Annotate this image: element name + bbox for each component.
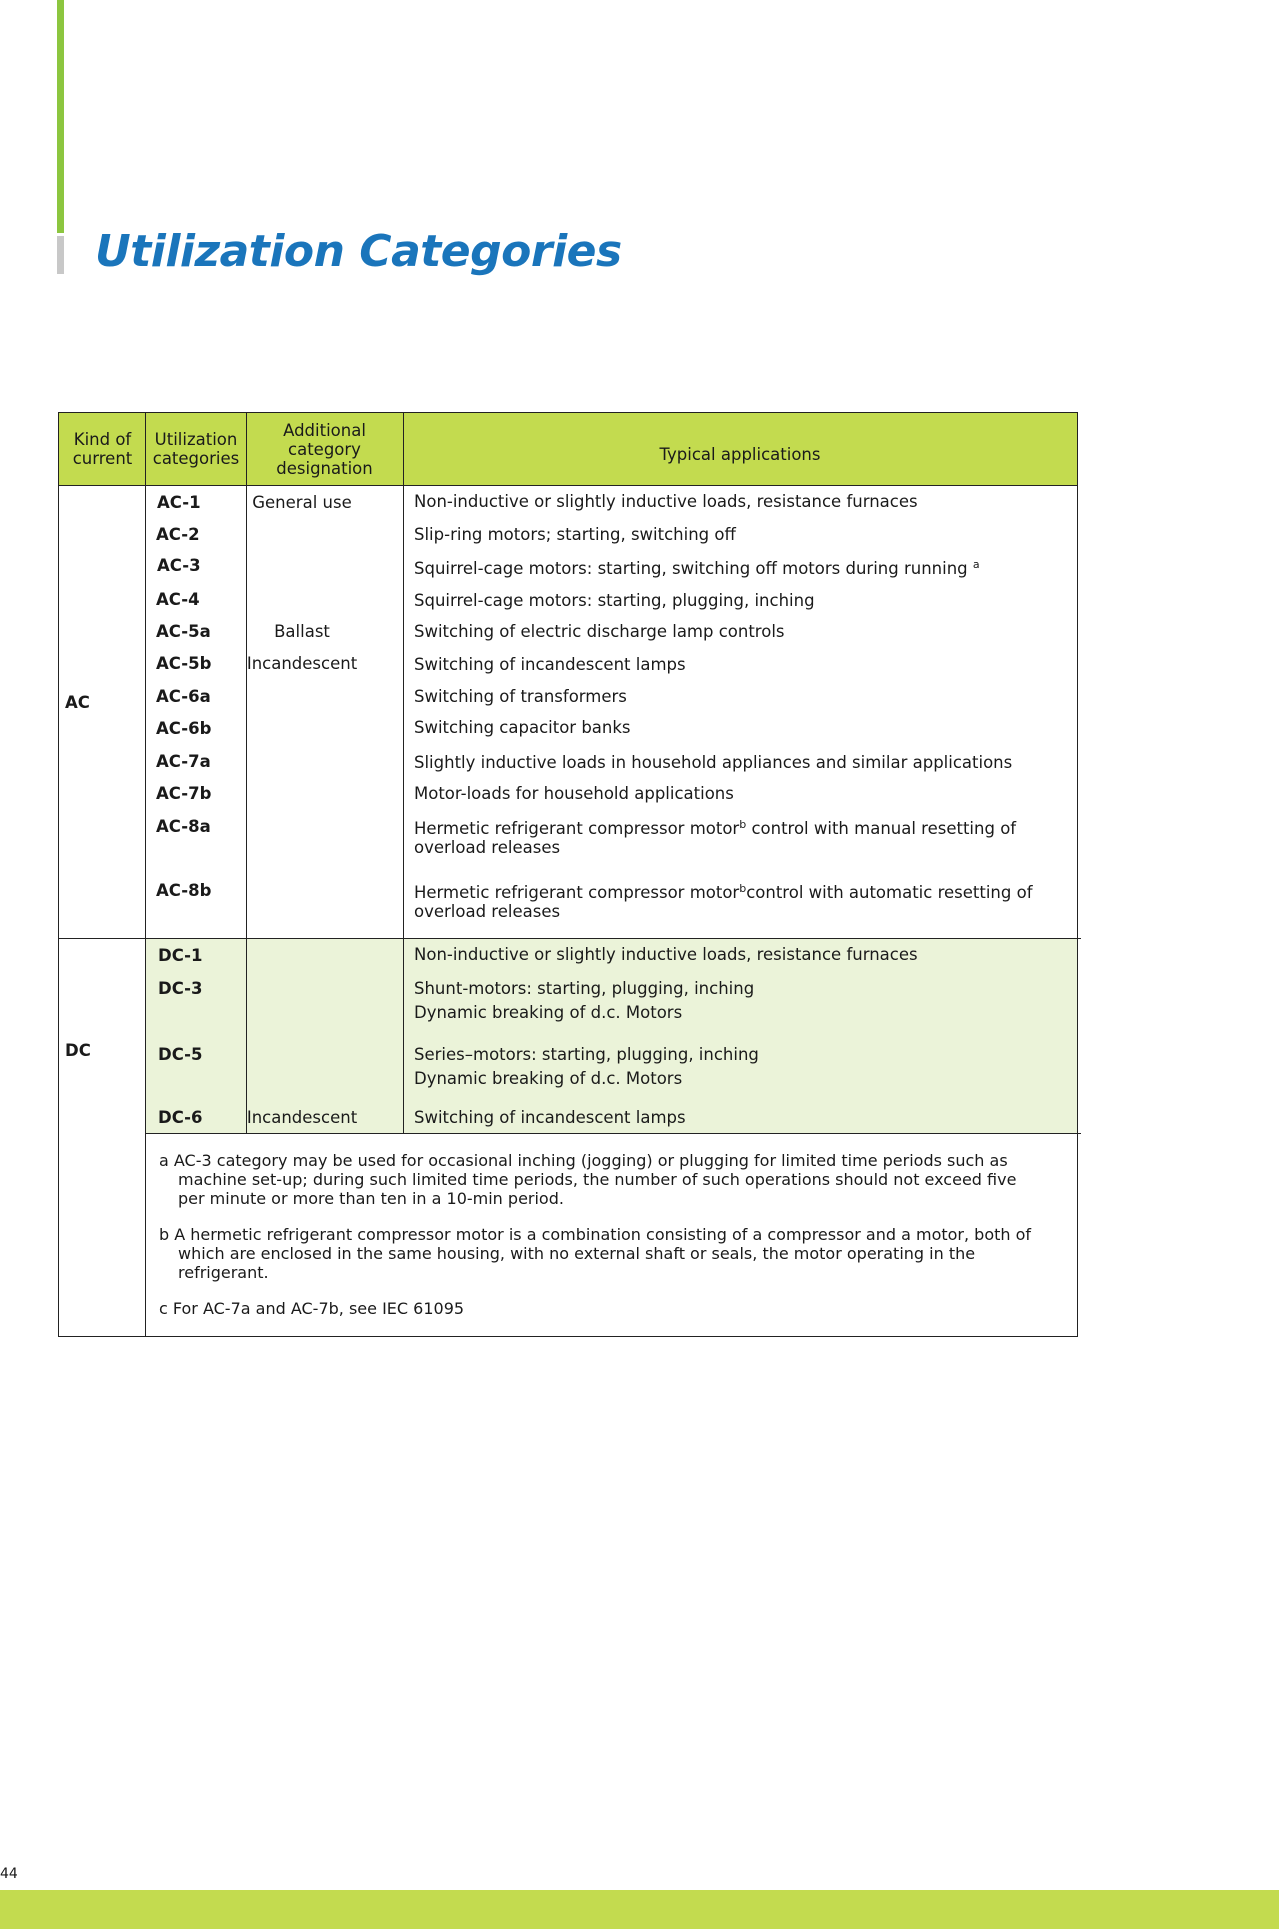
page-number: 44 <box>0 1866 18 1882</box>
application-ac-5b: Switching of incandescent lamps <box>414 655 686 674</box>
code-dc-5: DC-5 <box>158 1045 203 1064</box>
section-divider <box>59 938 1081 939</box>
application-dc-1: Non-inductive or slightly inductive loads, resistance furnaces <box>414 945 918 964</box>
application-ac-8b-text: Hermetic refrigerant compressor motor <box>414 883 740 902</box>
code-ac-2: AC-2 <box>156 525 200 544</box>
designation-ac-5a: Ballast <box>274 622 330 641</box>
application-ac-6a: Switching of transformers <box>414 687 627 706</box>
header-kind-of-current: Kind of current <box>72 430 133 468</box>
page-title: Utilization Categories <box>95 226 622 277</box>
footnote-marker-b: b <box>739 882 747 895</box>
code-ac-7b: AC-7b <box>156 784 212 803</box>
designation-ac-5b: Incandescent <box>246 654 358 673</box>
application-ac-3 <box>414 559 980 578</box>
section-divider <box>146 1133 1081 1134</box>
code-ac-7a: AC-7a <box>156 752 211 771</box>
application-ac-7b: Motor-loads for household applications <box>414 784 734 803</box>
code-ac-8b: AC-8b <box>156 881 212 900</box>
footer-band <box>0 1890 1279 1929</box>
application-dc-3: Shunt-motors: starting, plugging, inching <box>414 979 755 998</box>
application-ac-2: Slip-ring motors; starting, switching off <box>414 525 736 544</box>
utilization-table <box>58 412 1078 1337</box>
footnote-a-line: per minute or more than ten in a 10-min period. <box>178 1189 564 1208</box>
footnote-b <box>159 1225 1031 1282</box>
code-ac-8a: AC-8a <box>156 817 211 836</box>
footnote-a-line: a AC-3 category may be used for occasional inching (jogging) or plugging for limited time periods such as <box>159 1151 1008 1170</box>
code-ac-3: AC-3 <box>157 556 201 575</box>
application-dc-3-line2: Dynamic breaking of d.c. Motors <box>414 1003 683 1022</box>
dc-section-background <box>146 938 1077 1133</box>
footnote-marker-b: b <box>739 818 747 831</box>
code-dc-6: DC-6 <box>158 1108 203 1127</box>
kind-ac: AC <box>65 693 90 712</box>
code-dc-3: DC-3 <box>158 979 203 998</box>
footnote-a <box>159 1151 1016 1208</box>
column-divider <box>246 413 247 1133</box>
application-dc-5: Series–motors: starting, plugging, inching <box>414 1045 759 1064</box>
header-utilization-categories: Utilization categories <box>152 430 240 468</box>
code-ac-6b: AC-6b <box>156 719 212 738</box>
application-ac-8a-text-cont: control with manual resetting of <box>746 819 1017 838</box>
footnote-b-line: b A hermetic refrigerant compressor motor is a combination consisting of a compressor and a motor, both of <box>159 1225 1032 1244</box>
application-ac-8b <box>414 883 1033 902</box>
application-ac-8b-line2: overload releases <box>414 902 561 921</box>
designation-dc-6: Incandescent <box>246 1108 358 1127</box>
application-dc-5-line2: Dynamic breaking of d.c. Motors <box>414 1069 683 1088</box>
application-ac-5a: Switching of electric discharge lamp controls <box>414 622 785 641</box>
footnote-b-line: which are enclosed in the same housing, with no external shaft or seals, the motor operating in the <box>178 1244 976 1263</box>
code-ac-1: AC-1 <box>157 493 201 512</box>
application-ac-1: Non-inductive or slightly inductive loads, resistance furnaces <box>414 492 918 511</box>
application-ac-3-text: Squirrel-cage motors: starting, switching off motors during running <box>414 559 968 578</box>
code-dc-1: DC-1 <box>158 946 203 965</box>
header-additional-designation: Additional category designation <box>276 420 373 478</box>
kind-dc: DC <box>65 1041 91 1060</box>
application-ac-4: Squirrel-cage motors: starting, plugging, inching <box>414 591 815 610</box>
application-dc-6: Switching of incandescent lamps <box>414 1108 686 1127</box>
application-ac-6b: Switching capacitor banks <box>414 718 631 737</box>
header-typical-applications: Typical applications <box>659 444 821 464</box>
column-divider <box>145 413 146 1336</box>
accent-bar-grey <box>57 236 64 274</box>
application-ac-8a <box>414 819 1016 838</box>
table-header <box>59 413 1077 486</box>
designation-ac-1: General use <box>252 493 352 512</box>
code-ac-4: AC-4 <box>156 590 200 609</box>
code-ac-6a: AC-6a <box>156 687 211 706</box>
footnote-b-line: refrigerant. <box>178 1263 269 1282</box>
accent-bar-green <box>57 0 64 233</box>
code-ac-5a: AC-5a <box>156 622 211 641</box>
application-ac-8b-text-cont: control with automatic resetting of <box>746 883 1033 902</box>
footnote-c: c For AC-7a and AC-7b, see IEC 61095 <box>159 1299 465 1318</box>
column-divider <box>403 413 404 1133</box>
application-ac-7a: Slightly inductive loads in household appliances and similar applications <box>414 753 1013 772</box>
application-ac-8a-text: Hermetic refrigerant compressor motor <box>414 819 740 838</box>
code-ac-5b: AC-5b <box>156 654 212 673</box>
application-ac-8a-line2: overload releases <box>414 838 561 857</box>
footnote-marker-a: a <box>972 558 980 571</box>
footnote-a-line: machine set-up; during such limited time periods, the number of such operations should not exceed five <box>178 1170 1017 1189</box>
